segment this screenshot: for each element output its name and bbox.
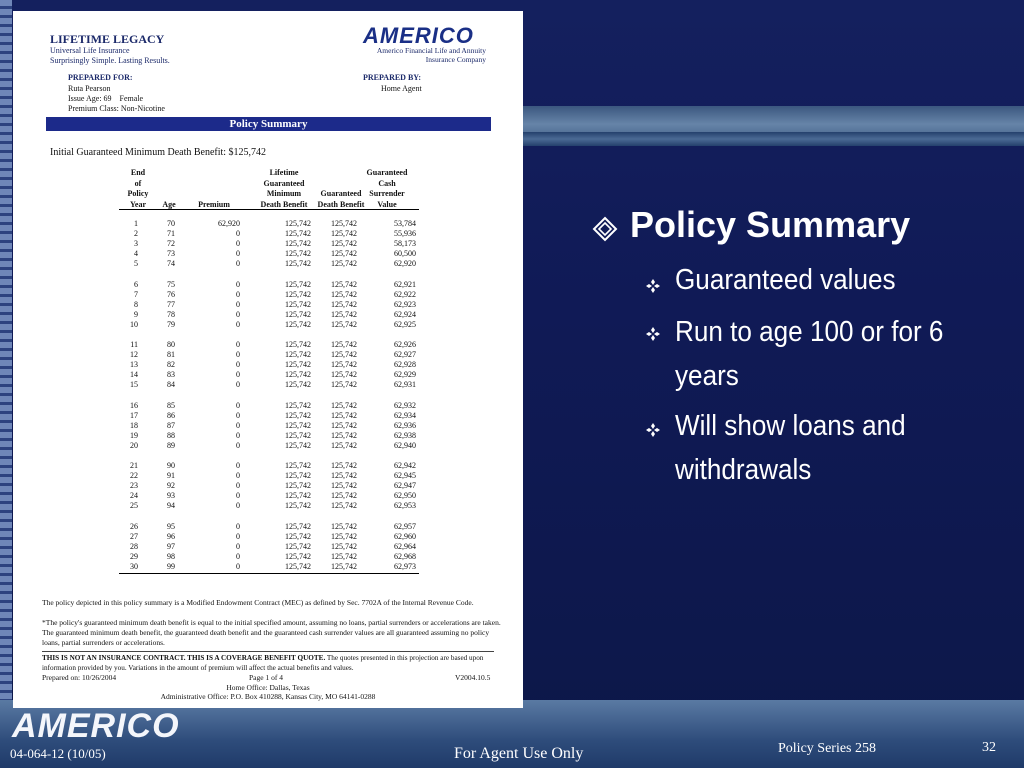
column-header-policy-year: End of Policy Year <box>127 168 149 209</box>
cell-policy-year: 30 <box>130 562 138 571</box>
cell-lifetime-min-death-benefit: 125,742 <box>285 249 311 258</box>
cell-guaranteed-death-benefit: 125,742 <box>331 420 357 430</box>
cell-policy-year: 14 <box>130 370 138 380</box>
cell-policy-year: 25 <box>130 501 138 511</box>
cell-guaranteed-death-benefit: 125,742 <box>331 430 357 440</box>
quote-notice <box>42 654 502 673</box>
cell-premium: 0 <box>236 430 240 440</box>
footnote-divider <box>42 651 494 652</box>
cell-lifetime-min-death-benefit: 125,742 <box>285 340 311 350</box>
cell-guaranteed-cash-surrender-value: 62,929 <box>394 370 416 380</box>
cell-premium: 0 <box>236 380 240 390</box>
cell-guaranteed-cash-surrender-value: 62,973 <box>394 562 416 571</box>
footer-americo-logo: AMERICO <box>12 707 180 745</box>
cell-guaranteed-cash-surrender-value: 62,926 <box>394 340 416 350</box>
cell-age: 79 <box>167 319 175 329</box>
cell-guaranteed-cash-surrender-value: 62,925 <box>394 319 416 329</box>
cell-guaranteed-death-benefit: 125,742 <box>331 309 357 319</box>
cell-lifetime-min-death-benefit: 125,742 <box>285 430 311 440</box>
cell-guaranteed-cash-surrender-value: 62,957 <box>394 522 416 531</box>
premium-class: Premium Class: Non-Nicotine <box>68 104 165 113</box>
company-line-1: Americo Financial Life and Annuity <box>376 46 486 55</box>
cell-lifetime-min-death-benefit: 125,742 <box>285 542 311 551</box>
slide-heading: Policy Summary <box>630 204 911 245</box>
bullet-guaranteed-values: Guaranteed values <box>675 264 896 296</box>
cell-guaranteed-cash-surrender-value: 62,938 <box>394 430 416 440</box>
four-diamond-bullet-icon <box>646 423 660 437</box>
cell-policy-year: 6 <box>134 279 138 289</box>
cell-guaranteed-cash-surrender-value: 53,784 <box>394 219 416 228</box>
cell-guaranteed-cash-surrender-value: 62,920 <box>394 259 416 268</box>
cell-premium: 0 <box>236 552 240 561</box>
cell-guaranteed-cash-surrender-value: 62,932 <box>394 400 416 410</box>
cell-age: 95 <box>167 522 175 531</box>
cell-guaranteed-death-benefit: 125,742 <box>331 319 357 329</box>
cell-age: 98 <box>167 552 175 561</box>
cell-premium: 0 <box>236 501 240 511</box>
bullet-loans-withdrawals: Will show loans and withdrawals <box>675 410 906 486</box>
cell-policy-year: 20 <box>130 440 138 450</box>
cell-premium: 0 <box>236 350 240 360</box>
four-diamond-bullet-icon <box>646 327 660 341</box>
cell-guaranteed-death-benefit: 125,742 <box>331 239 357 248</box>
cell-guaranteed-cash-surrender-value: 62,936 <box>394 420 416 430</box>
notice-bold-text: THIS IS NOT AN INSURANCE CONTRACT. THIS IS A COVERAGE BENEFIT QUOTE. <box>42 654 326 662</box>
cell-lifetime-min-death-benefit: 125,742 <box>285 259 311 268</box>
cell-guaranteed-cash-surrender-value: 62,927 <box>394 350 416 360</box>
cell-policy-year: 3 <box>134 239 138 248</box>
initial-death-benefit: Initial Guaranteed Minimum Death Benefit: $125,742 <box>50 147 267 158</box>
column-header-premium: Premium <box>198 199 230 209</box>
prepared-on-date: Prepared on: 10/26/2004 <box>42 673 117 682</box>
cell-age: 82 <box>167 360 175 370</box>
cell-premium: 0 <box>236 522 240 531</box>
cell-lifetime-min-death-benefit: 125,742 <box>285 440 311 450</box>
cell-guaranteed-cash-surrender-value: 62,945 <box>394 471 416 481</box>
cell-lifetime-min-death-benefit: 125,742 <box>285 319 311 329</box>
cell-guaranteed-death-benefit: 125,742 <box>331 259 357 268</box>
cell-policy-year: 18 <box>130 420 138 430</box>
cell-policy-year: 17 <box>130 410 138 420</box>
bullet-run-to-age: Run to age 100 or for 6 years <box>675 316 944 392</box>
cell-guaranteed-cash-surrender-value: 58,173 <box>394 239 416 248</box>
cell-age: 84 <box>167 380 175 390</box>
cell-guaranteed-death-benefit: 125,742 <box>331 440 357 450</box>
cell-policy-year: 5 <box>134 259 138 268</box>
agent-name: Home Agent <box>381 84 422 93</box>
cell-premium: 0 <box>236 400 240 410</box>
cell-policy-year: 13 <box>130 360 138 370</box>
cell-guaranteed-death-benefit: 125,742 <box>331 350 357 360</box>
americo-logo: AMERICO <box>363 23 474 48</box>
client-name: Ruta Pearson <box>68 84 111 93</box>
cell-age: 83 <box>167 370 175 380</box>
cell-policy-year: 10 <box>130 319 138 329</box>
form-id: 04-064-12 (10/05) <box>10 746 106 761</box>
cell-premium: 0 <box>236 279 240 289</box>
cell-lifetime-min-death-benefit: 125,742 <box>285 219 311 228</box>
cell-age: 90 <box>167 461 175 471</box>
administrative-office: Administrative Office: P.O. Box 410288, Kansas City, MO 64141-0288 <box>160 692 376 701</box>
cell-premium: 0 <box>236 309 240 319</box>
cell-lifetime-min-death-benefit: 125,742 <box>285 532 311 541</box>
cell-guaranteed-death-benefit: 125,742 <box>331 552 357 561</box>
cell-policy-year: 22 <box>130 471 138 481</box>
guarantee-footnote: *The policy's guaranteed minimum death benefit is equal to the initial specified amount, assuming no loans, partial surrenders or accelerations are taken. The guaranteed minimum death benefit, the guaranteed death benefit and the guaranteed cash surrender values are all guaranteed assuming no policy loans, partial surrenders or accelerations. <box>42 618 501 647</box>
cell-guaranteed-cash-surrender-value: 62,950 <box>394 491 416 501</box>
cell-guaranteed-cash-surrender-value: 62,953 <box>394 501 416 511</box>
policy-series: Policy Series 258 <box>778 741 876 756</box>
mec-footnote: The policy depicted in this policy summary is a Modified Endowment Contract (MEC) as defined by Sec. 7702A of the Internal Revenue Code. <box>42 598 474 607</box>
cell-policy-year: 19 <box>130 430 138 440</box>
cell-lifetime-min-death-benefit: 125,742 <box>285 491 311 501</box>
issue-age: Issue Age: 69 Female <box>68 94 144 103</box>
column-header-lifetime-min-death-benefit: Lifetime Guaranteed Minimum Death Benefit <box>260 168 308 209</box>
cell-age: 74 <box>167 259 175 268</box>
cell-premium: 0 <box>236 340 240 350</box>
cell-guaranteed-cash-surrender-value: 62,922 <box>394 289 416 299</box>
cell-lifetime-min-death-benefit: 125,742 <box>285 360 311 370</box>
cell-age: 99 <box>167 562 175 571</box>
version-code: V2004.10.5 <box>455 673 491 682</box>
cell-guaranteed-death-benefit: 125,742 <box>331 249 357 258</box>
cell-age: 88 <box>167 430 175 440</box>
cell-age: 77 <box>167 299 175 309</box>
cell-guaranteed-cash-surrender-value: 62,921 <box>394 279 416 289</box>
cell-premium: 0 <box>236 299 240 309</box>
cell-guaranteed-cash-surrender-value: 62,960 <box>394 532 416 541</box>
cell-guaranteed-cash-surrender-value: 62,931 <box>394 380 416 390</box>
cell-age: 75 <box>167 279 175 289</box>
cell-premium: 0 <box>236 410 240 420</box>
cell-guaranteed-death-benefit: 125,742 <box>331 481 357 491</box>
cell-age: 73 <box>167 249 175 258</box>
column-header-age: Age <box>162 199 176 209</box>
cell-guaranteed-death-benefit: 125,742 <box>331 340 357 350</box>
cell-premium: 0 <box>236 542 240 551</box>
cell-lifetime-min-death-benefit: 125,742 <box>285 481 311 491</box>
company-line-2: Insurance Company <box>425 55 486 64</box>
table-header-rule <box>119 209 419 210</box>
cell-age: 91 <box>167 471 175 481</box>
cell-age: 97 <box>167 542 175 551</box>
cell-premium: 62,920 <box>218 219 240 228</box>
cell-guaranteed-death-benefit: 125,742 <box>331 501 357 511</box>
cell-premium: 0 <box>236 481 240 491</box>
table-bottom-rule <box>119 573 419 574</box>
cell-guaranteed-cash-surrender-value: 62,924 <box>394 309 416 319</box>
cell-guaranteed-cash-surrender-value: 62,968 <box>394 552 416 561</box>
cell-policy-year: 27 <box>130 532 138 541</box>
cell-premium: 0 <box>236 289 240 299</box>
cell-age: 72 <box>167 239 175 248</box>
cell-age: 92 <box>167 481 175 491</box>
cell-guaranteed-death-benefit: 125,742 <box>331 471 357 481</box>
cell-guaranteed-death-benefit: 125,742 <box>331 522 357 531</box>
cell-premium: 0 <box>236 420 240 430</box>
cell-lifetime-min-death-benefit: 125,742 <box>285 370 311 380</box>
slide-number: 32 <box>982 740 996 755</box>
cell-lifetime-min-death-benefit: 125,742 <box>285 552 311 561</box>
cell-guaranteed-cash-surrender-value: 62,940 <box>394 440 416 450</box>
header-band-lower <box>522 132 1024 146</box>
cell-guaranteed-death-benefit: 125,742 <box>331 299 357 309</box>
cell-lifetime-min-death-benefit: 125,742 <box>285 562 311 571</box>
home-office: Home Office: Dallas, Texas <box>226 683 310 692</box>
cell-lifetime-min-death-benefit: 125,742 <box>285 239 311 248</box>
cell-lifetime-min-death-benefit: 125,742 <box>285 279 311 289</box>
cell-guaranteed-death-benefit: 125,742 <box>331 542 357 551</box>
agent-use-notice: For Agent Use Only <box>454 745 584 762</box>
cell-premium: 0 <box>236 440 240 450</box>
cell-guaranteed-death-benefit: 125,742 <box>331 461 357 471</box>
cell-age: 94 <box>167 501 175 511</box>
cell-policy-year: 12 <box>130 350 138 360</box>
product-name: LIFETIME LEGACY <box>50 32 165 46</box>
cell-policy-year: 4 <box>134 249 138 258</box>
cell-policy-year: 16 <box>130 400 138 410</box>
cell-premium: 0 <box>236 319 240 329</box>
cell-guaranteed-death-benefit: 125,742 <box>331 532 357 541</box>
cell-premium: 0 <box>236 229 240 238</box>
cell-guaranteed-cash-surrender-value: 62,942 <box>394 461 416 471</box>
cell-age: 78 <box>167 309 175 319</box>
cell-premium: 0 <box>236 249 240 258</box>
diamond-bullet-icon <box>592 216 618 242</box>
cell-guaranteed-death-benefit: 125,742 <box>331 279 357 289</box>
cell-lifetime-min-death-benefit: 125,742 <box>285 380 311 390</box>
cell-age: 93 <box>167 491 175 501</box>
cell-premium: 0 <box>236 532 240 541</box>
cell-age: 80 <box>167 340 175 350</box>
cell-policy-year: 11 <box>130 340 138 350</box>
cell-policy-year: 29 <box>130 552 138 561</box>
cell-policy-year: 7 <box>134 289 138 299</box>
cell-age: 71 <box>167 229 175 238</box>
cell-age: 96 <box>167 532 175 541</box>
cell-lifetime-min-death-benefit: 125,742 <box>285 289 311 299</box>
cell-policy-year: 1 <box>134 219 138 228</box>
cell-premium: 0 <box>236 562 240 571</box>
cell-lifetime-min-death-benefit: 125,742 <box>285 471 311 481</box>
cell-age: 87 <box>167 420 175 430</box>
cell-lifetime-min-death-benefit: 125,742 <box>285 420 311 430</box>
cell-guaranteed-death-benefit: 125,742 <box>331 219 357 228</box>
cell-age: 89 <box>167 440 175 450</box>
cell-guaranteed-cash-surrender-value: 60,500 <box>394 249 416 258</box>
cell-policy-year: 15 <box>130 380 138 390</box>
cell-age: 81 <box>167 350 175 360</box>
cell-lifetime-min-death-benefit: 125,742 <box>285 410 311 420</box>
cell-premium: 0 <box>236 491 240 501</box>
cell-policy-year: 26 <box>130 522 138 531</box>
cell-guaranteed-death-benefit: 125,742 <box>331 491 357 501</box>
cell-policy-year: 28 <box>130 542 138 551</box>
notice-text: The quotes presented in this projection are based upon information provided by you. Variations in the amount of premium will affect the actual benefits and values. <box>42 654 484 672</box>
cell-premium: 0 <box>236 370 240 380</box>
cell-guaranteed-death-benefit: 125,742 <box>331 400 357 410</box>
prepared-by-label: PREPARED BY: <box>363 73 422 82</box>
cell-premium: 0 <box>236 360 240 370</box>
prepared-for-label: PREPARED FOR: <box>68 73 133 82</box>
cell-guaranteed-death-benefit: 125,742 <box>331 289 357 299</box>
cell-lifetime-min-death-benefit: 125,742 <box>285 501 311 511</box>
cell-lifetime-min-death-benefit: 125,742 <box>285 229 311 238</box>
cell-guaranteed-death-benefit: 125,742 <box>331 562 357 571</box>
policy-summary-document <box>13 11 523 708</box>
cell-policy-year: 8 <box>134 299 138 309</box>
product-tagline: Surprisingly Simple. Lasting Results. <box>50 56 170 65</box>
cell-guaranteed-cash-surrender-value: 62,923 <box>394 299 416 309</box>
cell-guaranteed-death-benefit: 125,742 <box>331 229 357 238</box>
cell-guaranteed-cash-surrender-value: 62,964 <box>394 542 416 551</box>
left-stripe-decoration <box>0 0 12 768</box>
cell-lifetime-min-death-benefit: 125,742 <box>285 309 311 319</box>
cell-guaranteed-death-benefit: 125,742 <box>331 360 357 370</box>
cell-age: 85 <box>167 400 175 410</box>
page-indicator: Page 1 of 4 <box>249 673 283 682</box>
cell-age: 70 <box>167 219 175 228</box>
cell-lifetime-min-death-benefit: 125,742 <box>285 350 311 360</box>
cell-guaranteed-cash-surrender-value: 62,928 <box>394 360 416 370</box>
cell-premium: 0 <box>236 239 240 248</box>
cell-guaranteed-death-benefit: 125,742 <box>331 370 357 380</box>
cell-guaranteed-death-benefit: 125,742 <box>331 410 357 420</box>
cell-lifetime-min-death-benefit: 125,742 <box>285 299 311 309</box>
four-diamond-bullet-icon <box>646 279 660 293</box>
cell-guaranteed-cash-surrender-value: 55,936 <box>394 229 416 238</box>
cell-premium: 0 <box>236 471 240 481</box>
cell-policy-year: 2 <box>134 229 138 238</box>
cell-lifetime-min-death-benefit: 125,742 <box>285 400 311 410</box>
section-title-bar: Policy Summary <box>46 117 491 131</box>
column-header-guaranteed-death-benefit: Guaranteed Death Benefit <box>317 189 365 209</box>
cell-guaranteed-cash-surrender-value: 62,934 <box>394 410 416 420</box>
cell-policy-year: 24 <box>130 491 138 501</box>
cell-policy-year: 9 <box>134 309 138 319</box>
cell-premium: 0 <box>236 461 240 471</box>
column-header-guaranteed-cash-surrender-value: Guaranteed Cash Surrender Value <box>366 168 408 209</box>
cell-premium: 0 <box>236 259 240 268</box>
cell-lifetime-min-death-benefit: 125,742 <box>285 461 311 471</box>
cell-lifetime-min-death-benefit: 125,742 <box>285 522 311 531</box>
cell-age: 86 <box>167 410 175 420</box>
cell-guaranteed-cash-surrender-value: 62,947 <box>394 481 416 491</box>
product-type: Universal Life Insurance <box>50 46 130 55</box>
cell-guaranteed-death-benefit: 125,742 <box>331 380 357 390</box>
cell-policy-year: 23 <box>130 481 138 491</box>
cell-policy-year: 21 <box>130 461 138 471</box>
cell-age: 76 <box>167 289 175 299</box>
